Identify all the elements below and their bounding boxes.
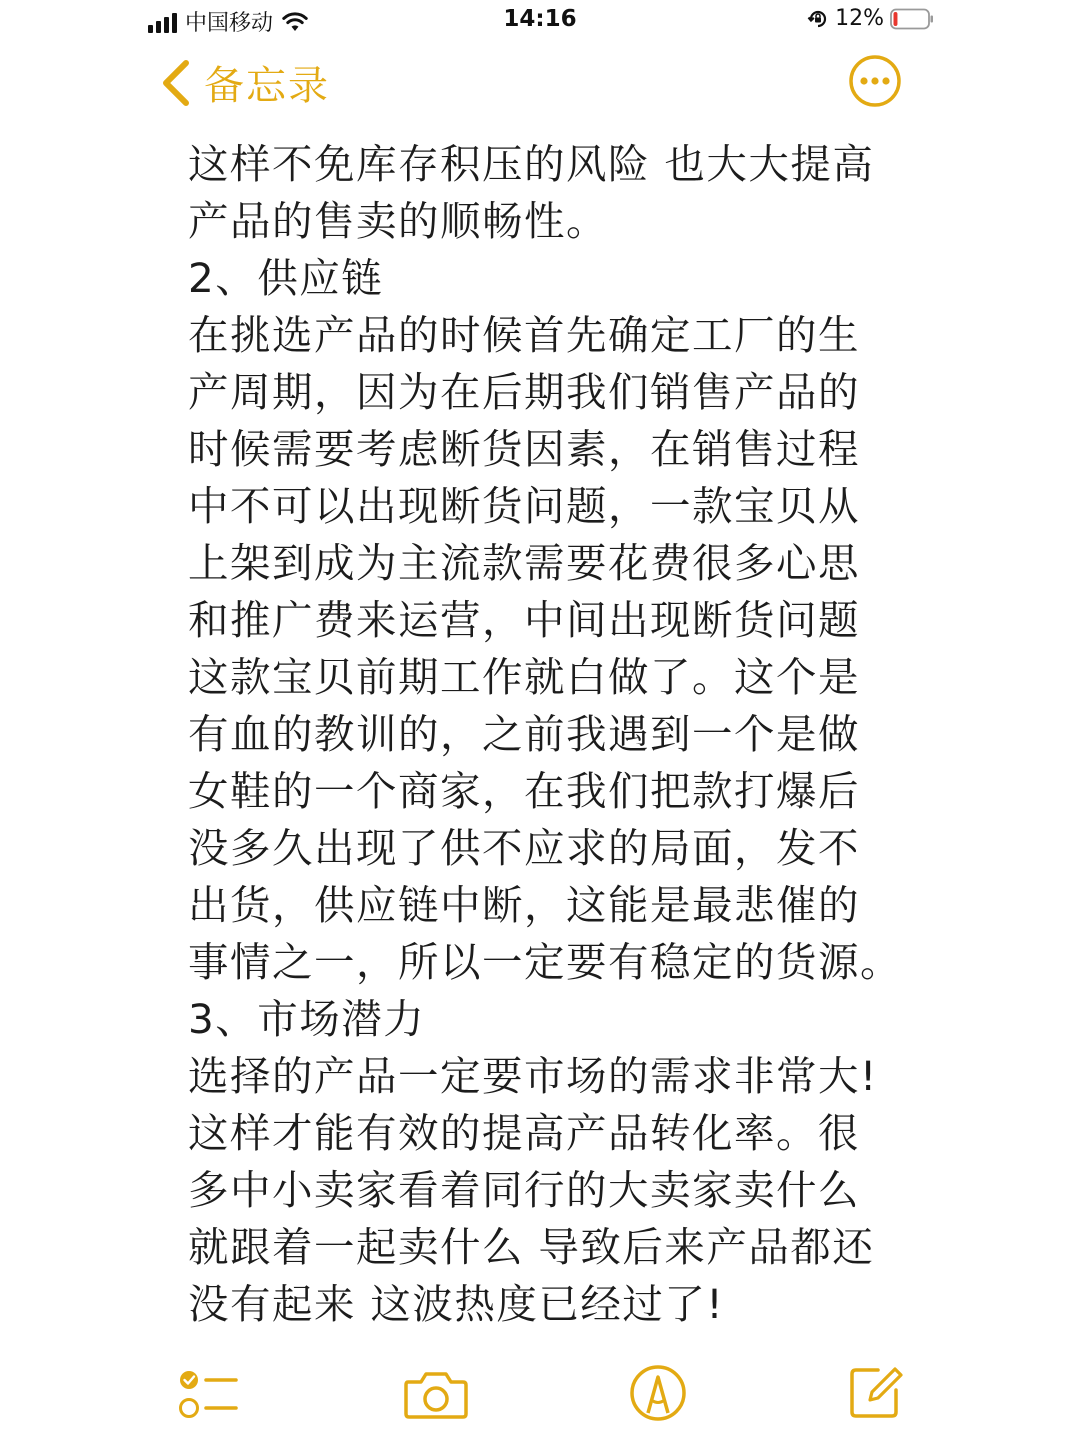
note-line: 多中小卖家看着同行的大卖家卖什么 xyxy=(188,1166,860,1214)
note-line: 时候需要考虑断货因素，在销售过程 xyxy=(188,425,860,473)
battery-percent: 12% xyxy=(835,6,884,31)
back-label: 备忘录 xyxy=(204,63,330,109)
note-line: 就跟着一起卖什么 导致后来产品都还 xyxy=(188,1223,875,1271)
note-line: 选择的产品一定要市场的需求非常大! xyxy=(188,1052,878,1100)
carrier-name: 中国移动 xyxy=(185,11,274,36)
camera-icon[interactable] xyxy=(402,1366,470,1422)
note-line: 没有起来 这波热度已经过了! xyxy=(188,1280,725,1328)
status-time: 14:16 xyxy=(503,6,577,32)
note-line: 2、供应链 xyxy=(188,254,384,302)
battery-icon xyxy=(890,8,934,30)
navigation-bar xyxy=(0,48,1080,118)
markup-icon[interactable] xyxy=(628,1363,688,1423)
rotation-lock-icon xyxy=(807,8,829,30)
note-line: 没多久出现了供不应求的局面，发不 xyxy=(188,824,860,872)
note-line: 和推广费来运营，中间出现断货问题 xyxy=(188,596,860,644)
note-line: 事情之一，所以一定要有稳定的货源。 xyxy=(188,938,902,986)
back-button[interactable] xyxy=(158,54,330,111)
chevron-left-icon xyxy=(158,58,192,108)
bottom-toolbar xyxy=(0,1360,1080,1430)
note-line: 中不可以出现断货问题，一款宝贝从 xyxy=(188,482,860,530)
note-line: 在挑选产品的时候首先确定工厂的生 xyxy=(188,311,860,359)
compose-icon[interactable] xyxy=(848,1362,904,1420)
status-bar xyxy=(0,0,1080,44)
note-line: 女鞋的一个商家，在我们把款打爆后 xyxy=(188,767,860,815)
checklist-icon[interactable] xyxy=(178,1366,240,1422)
note-line: 这样才能有效的提高产品转化率。很 xyxy=(188,1109,860,1157)
note-line: 3、市场潜力 xyxy=(188,995,426,1043)
ellipsis-circle-icon[interactable] xyxy=(848,54,902,108)
note-line: 产品的售卖的顺畅性。 xyxy=(188,197,608,245)
note-line: 产周期，因为在后期我们销售产品的 xyxy=(188,368,860,416)
status-right xyxy=(807,6,934,31)
note-line: 出货，供应链中断，这能是最悲催的 xyxy=(188,881,860,929)
note-body[interactable] xyxy=(188,136,908,1333)
note-line: 这款宝贝前期工作就白做了。这个是 xyxy=(188,653,860,701)
note-line: 上架到成为主流款需要花费很多心思 xyxy=(188,539,860,587)
note-line: 这样不免库存积压的风险 也大大提高 xyxy=(188,140,875,188)
note-line: 有血的教训的，之前我遇到一个是做 xyxy=(188,710,860,758)
